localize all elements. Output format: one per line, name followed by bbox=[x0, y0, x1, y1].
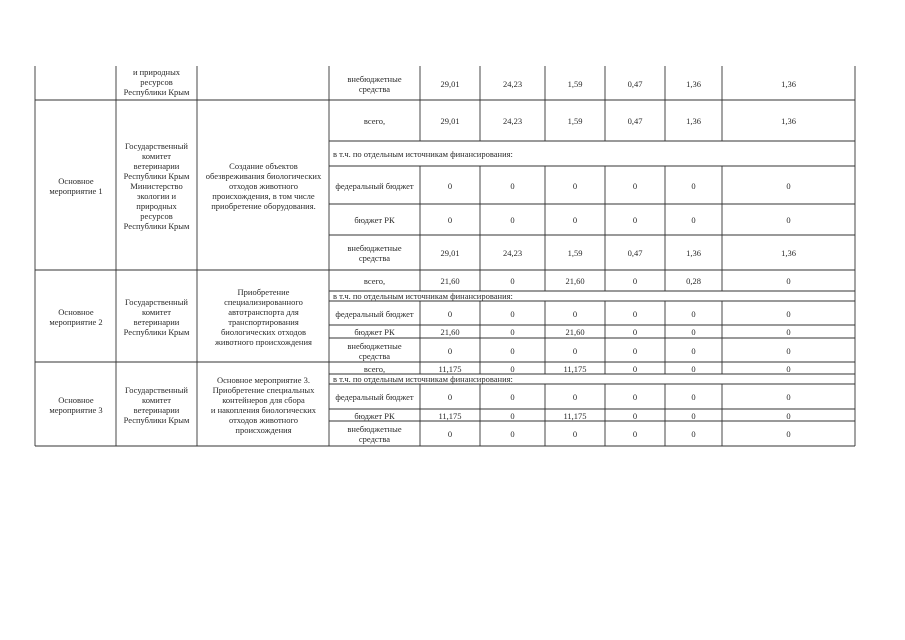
extra-label: внебюджетные средства bbox=[347, 424, 402, 444]
cell: 1,36 bbox=[781, 248, 796, 258]
cell: 11,175 bbox=[438, 410, 462, 421]
cell: 0 bbox=[632, 363, 638, 374]
total-label: всего, bbox=[363, 363, 386, 374]
cell: 0 bbox=[632, 345, 638, 356]
cell: 0 bbox=[691, 345, 696, 356]
cell: 0 bbox=[632, 327, 638, 337]
cell: 1,36 bbox=[781, 116, 796, 126]
cell: 0 bbox=[510, 429, 515, 439]
src-label-extra: внебюджетные средства bbox=[347, 73, 402, 94]
cell: 0 bbox=[572, 215, 578, 225]
cell: 0 bbox=[786, 308, 791, 319]
cell: 21,60 bbox=[440, 327, 460, 337]
cell: 0 bbox=[691, 363, 696, 374]
continued-executor: и природных ресурсов Республики Крым bbox=[123, 67, 190, 97]
cell: 0 bbox=[632, 276, 638, 286]
measure-3-description: Основное мероприятие 3. Приобретение специальных контейнеров для сбора и накопления биологических отходов животного происхождения bbox=[210, 374, 317, 435]
cell: 0 bbox=[691, 215, 696, 225]
cell: 11,175 bbox=[438, 363, 462, 374]
cell: 0 bbox=[510, 392, 515, 402]
cell: 0 bbox=[510, 363, 515, 374]
cell: 0 bbox=[786, 392, 791, 402]
measure-2-description: Приобретение специализированного автотранспорта для транспортирования биологических отходов животного происхождения bbox=[215, 286, 312, 347]
cell: 0 bbox=[572, 308, 578, 319]
cell: 0 bbox=[691, 308, 696, 319]
cell: 1,36 bbox=[686, 116, 701, 126]
cell: 0 bbox=[632, 410, 638, 421]
cell: 0 bbox=[572, 429, 578, 439]
cell: 0 bbox=[447, 180, 453, 191]
cell: 1,36 bbox=[686, 248, 701, 258]
cell: 1,59 bbox=[567, 116, 583, 126]
cell: 21,60 bbox=[440, 276, 460, 286]
by-sources-label: в т.ч. по отдельным источникам финансирования: bbox=[333, 291, 513, 301]
cell: 0 bbox=[786, 429, 791, 439]
measure-3-name: Основное мероприятие 3 bbox=[49, 394, 103, 415]
rk-label: бюджет РК bbox=[354, 410, 395, 421]
measure-1-description: Создание объектов обезвреживания биологических отходов животного происхождения, в том числе приобретение оборудования. bbox=[205, 160, 322, 211]
cell: 21,60 bbox=[565, 276, 585, 286]
cell: 1,59 bbox=[567, 248, 583, 258]
cell: 0 bbox=[786, 345, 791, 356]
cell: 0 bbox=[632, 392, 638, 402]
measure-2-name: Основное мероприятие 2 bbox=[49, 306, 103, 327]
cell: 29,01 bbox=[440, 116, 460, 126]
extra-label: внебюджетные средства bbox=[347, 340, 402, 361]
cell: 0,47 bbox=[627, 78, 643, 89]
cell: 29,01 bbox=[440, 248, 460, 258]
cell: 0 bbox=[691, 429, 696, 439]
cell: 0 bbox=[447, 215, 453, 225]
cell: 1,36 bbox=[781, 78, 796, 89]
cell: 0 bbox=[447, 308, 453, 319]
by-sources-label: в т.ч. по отдельным источникам финансирования: bbox=[333, 374, 513, 384]
cell: 0 bbox=[786, 410, 791, 421]
measure-1-name: Основное мероприятие 1 bbox=[49, 175, 103, 196]
cell: 0 bbox=[632, 308, 638, 319]
cell: 0 bbox=[510, 327, 515, 337]
cell: 0 bbox=[632, 215, 638, 225]
measure-2-executor: Государственный комитет ветеринарии Республики Крым bbox=[123, 296, 190, 337]
cell: 0 bbox=[632, 180, 638, 191]
cell: 1,59 bbox=[567, 78, 583, 89]
cell: 0 bbox=[510, 410, 515, 421]
cell: 0 bbox=[510, 276, 515, 286]
cell: 0 bbox=[447, 345, 453, 356]
cell: 0,28 bbox=[686, 276, 701, 286]
cell: 11,175 bbox=[563, 410, 587, 421]
cell: 24,23 bbox=[502, 116, 523, 126]
cell: 0 bbox=[691, 392, 696, 402]
cell: 0 bbox=[632, 429, 638, 439]
rk-label: бюджет РК bbox=[354, 215, 395, 225]
cell: 1,36 bbox=[686, 78, 701, 89]
cell: 0 bbox=[510, 345, 515, 356]
cell: 0 bbox=[786, 215, 791, 225]
cell: 0 bbox=[786, 180, 791, 191]
cell: 24,23 bbox=[502, 248, 523, 258]
federal-label: федеральный бюджет bbox=[335, 392, 414, 402]
extra-label: внебюджетные средства bbox=[347, 243, 402, 263]
cell: 0,47 bbox=[627, 248, 643, 258]
cell: 0 bbox=[786, 327, 791, 337]
measure-1-executor: Государственный комитет ветеринарии Республики Крым Министерство экологии и природных ресурсов Республики Крым bbox=[123, 140, 190, 231]
cell: 0 bbox=[572, 180, 578, 191]
cell: 29,01 bbox=[440, 78, 460, 89]
cell: 0 bbox=[510, 215, 515, 225]
cell: 0 bbox=[691, 410, 696, 421]
cell: 11,175 bbox=[563, 363, 587, 374]
cell: 21,60 bbox=[565, 327, 585, 337]
cell: 0 bbox=[572, 345, 578, 356]
federal-label: федеральный бюджет bbox=[335, 308, 414, 319]
cell: 0,47 bbox=[627, 116, 643, 126]
federal-label: федеральный бюджет bbox=[335, 180, 414, 191]
cell: 0 bbox=[447, 429, 453, 439]
cell: 0 bbox=[510, 180, 515, 191]
cell: 0 bbox=[691, 180, 696, 191]
total-label: всего, bbox=[363, 116, 386, 126]
cell: 0 bbox=[691, 327, 696, 337]
cell: 0 bbox=[510, 308, 515, 319]
cell: 0 bbox=[786, 363, 791, 374]
cell: 0 bbox=[786, 276, 791, 286]
total-label: всего, bbox=[363, 276, 386, 286]
rk-label: бюджет РК bbox=[354, 327, 395, 337]
cell: 24,23 bbox=[502, 78, 523, 89]
measure-3-executor: Государственный комитет ветеринарии Республики Крым bbox=[123, 384, 190, 425]
by-sources-label: в т.ч. по отдельным источникам финансирования: bbox=[333, 149, 513, 159]
cell: 0 bbox=[447, 392, 453, 402]
cell: 0 bbox=[572, 392, 578, 402]
